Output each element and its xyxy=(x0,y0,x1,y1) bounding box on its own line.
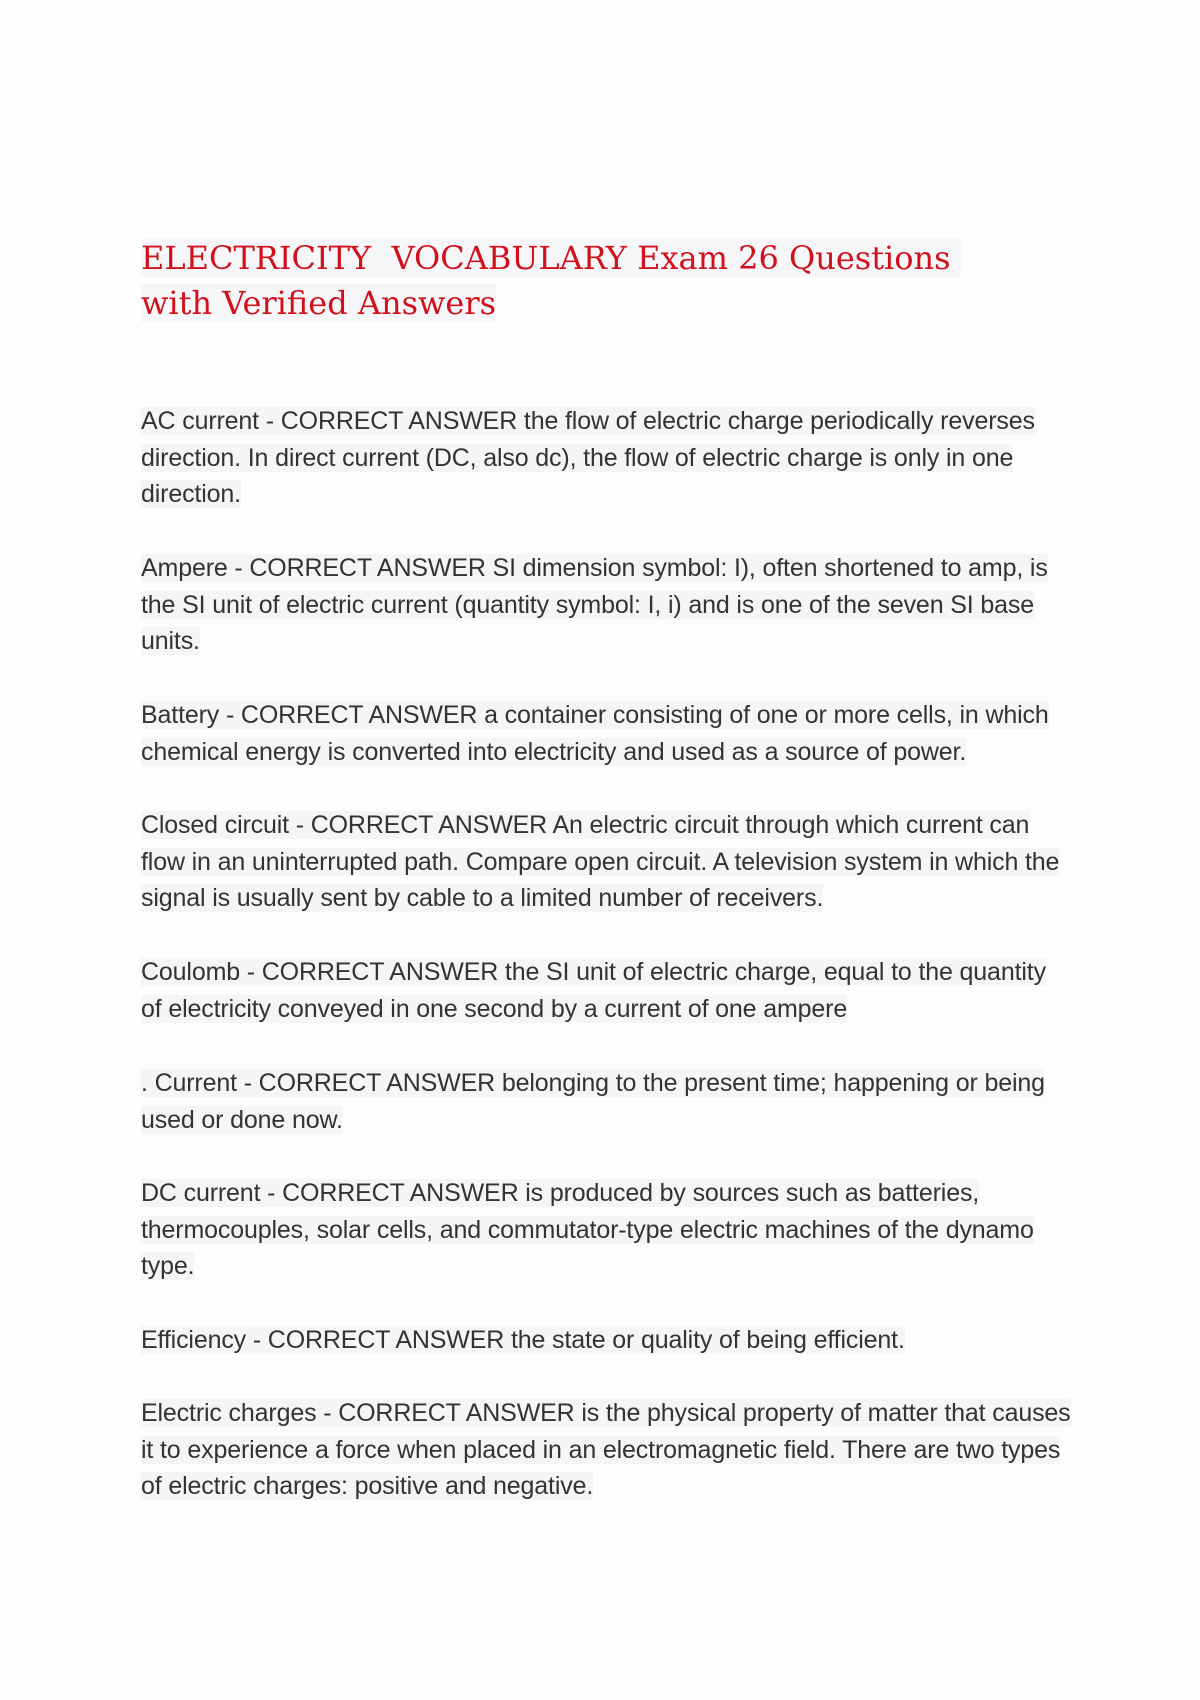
vocabulary-entry-text: Battery - CORRECT ANSWER a container consisting of one or more cells, in which chemical energy is converted into electricity and used as a source of power. xyxy=(141,701,1049,766)
document-title xyxy=(141,236,1021,326)
vocabulary-entry xyxy=(141,697,1071,770)
vocabulary-entry-text: Electric charges - CORRECT ANSWER is the physical property of matter that causes it to experience a force when placed in an electromagnetic field. There are two types of electric charges: positive and negative. xyxy=(141,1399,1071,1501)
vocabulary-entry xyxy=(141,550,1071,660)
vocabulary-entry xyxy=(141,1065,1071,1138)
vocabulary-entry-text: Coulomb - CORRECT ANSWER the SI unit of electric charge, equal to the quantity of electricity conveyed in one second by a current of one ampere xyxy=(141,958,1046,1023)
vocabulary-entry-text: Closed circuit - CORRECT ANSWER An electric circuit through which current can flow in an uninterrupted path. Compare open circuit. A television system in which the signal is usually sent by cable to a limited number of receivers. xyxy=(141,811,1060,913)
vocabulary-entry-text: Ampere - CORRECT ANSWER SI dimension symbol: I), often shortened to amp, is the SI unit of electric current (quantity symbol: I, i) and is one of the seven SI base units. xyxy=(141,554,1048,656)
vocabulary-entry xyxy=(141,403,1071,513)
vocabulary-entry xyxy=(141,1175,1071,1285)
vocabulary-entry-text: Efficiency - CORRECT ANSWER the state or quality of being efficient. xyxy=(141,1326,905,1354)
vocabulary-entry xyxy=(141,807,1071,917)
document-title-text: ELECTRICITY VOCABULARY Exam 26 Questions with Verified Answers xyxy=(141,239,961,322)
vocabulary-entry-text: DC current - CORRECT ANSWER is produced by sources such as batteries, thermocouples, solar cells, and commutator-type electric machines of the dynamo type. xyxy=(141,1179,1034,1281)
vocabulary-entry-text: AC current - CORRECT ANSWER the flow of electric charge periodically reverses direction. In direct current (DC, also dc), the flow of electric charge is only in one direction. xyxy=(141,407,1035,509)
vocabulary-entry-text: . Current - CORRECT ANSWER belonging to the present time; happening or being used or done now. xyxy=(141,1069,1045,1134)
vocabulary-entry xyxy=(141,1395,1071,1505)
vocabulary-entry xyxy=(141,1322,1071,1359)
vocabulary-entry xyxy=(141,954,1071,1027)
